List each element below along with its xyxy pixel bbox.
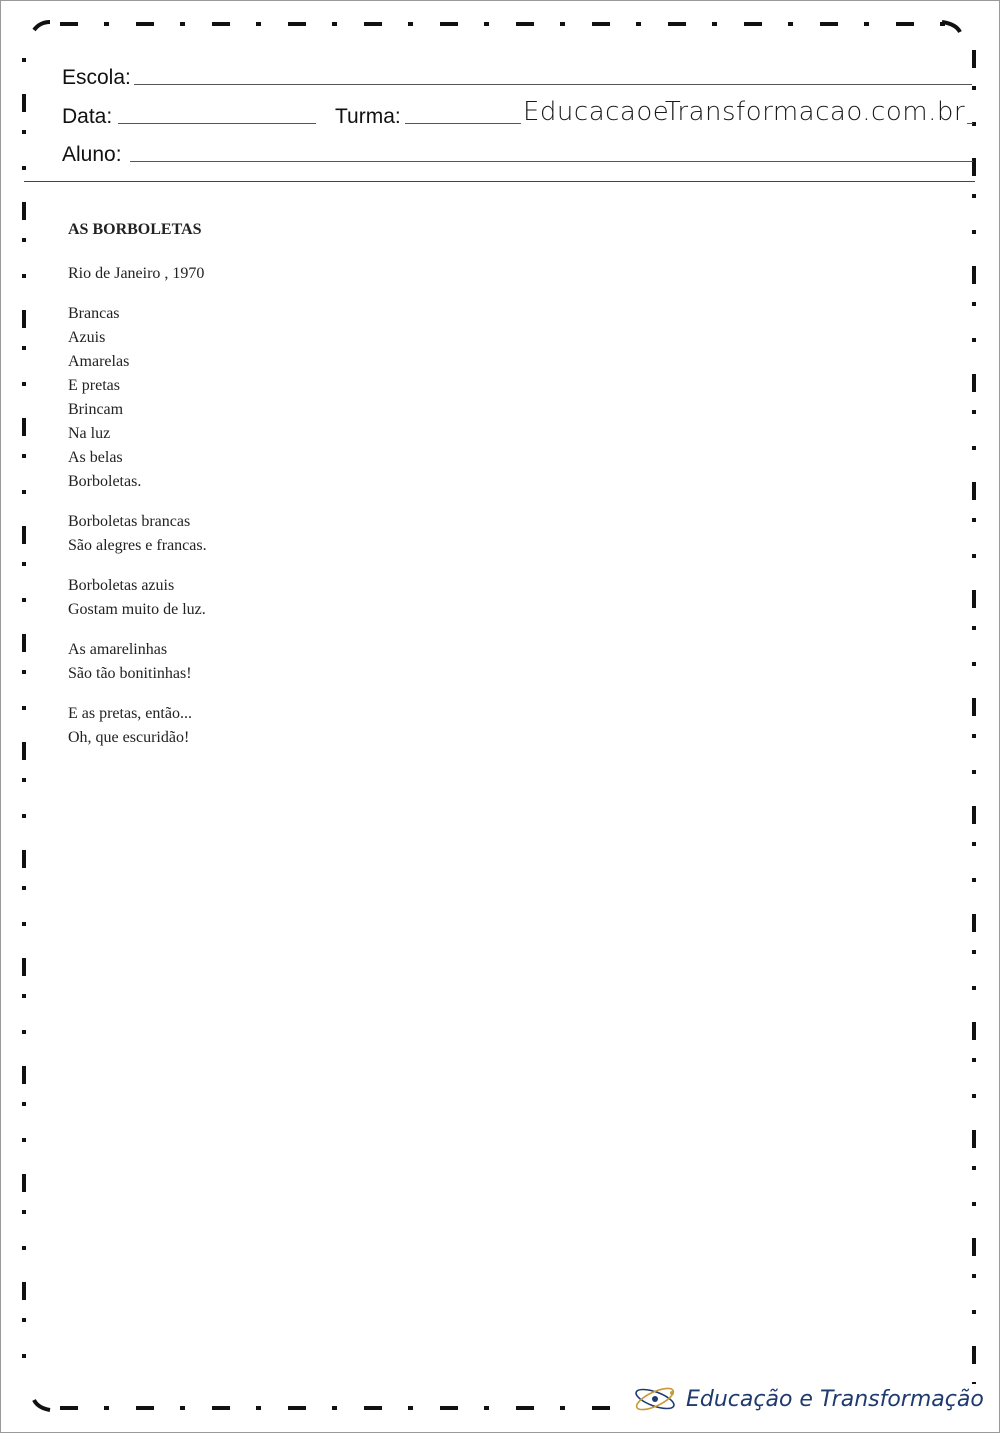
poem-line: Gostam muito de luz. [68,601,206,618]
poem [68,218,207,766]
poem-line: Brancas [68,305,120,322]
escola-line [134,84,972,85]
site-watermark: EducacaoeTransformacao.com.br [523,97,966,127]
poem-line: Amarelas [68,353,130,370]
poem-stanza [68,638,207,686]
poem-stanza [68,302,207,494]
poem-line: São alegres e francas. [68,537,207,554]
poem-stanza [68,574,207,622]
poem-line: Brincam [68,401,124,418]
poem-line: Oh, que escuridão! [68,729,190,746]
data-label: Data: [62,105,113,128]
aluno-line [130,161,973,162]
poem-line: Borboletas. [68,473,142,490]
footer-logo [628,1384,988,1414]
escola-label: Escola: [62,66,131,89]
poem-line: Na luz [68,425,111,442]
poem-stanza [68,702,207,750]
data-line [118,123,316,124]
turma-label: Turma: [335,105,401,128]
atom-orbit-icon [632,1384,678,1414]
poem-line: E as pretas, então... [68,705,192,722]
header-separator [24,181,975,182]
poem-line: As belas [68,449,123,466]
poem-stanza [68,510,207,558]
poem-line: Azuis [68,329,106,346]
poem-place-date: Rio de Janeiro , 1970 [68,265,205,282]
poem-line: Borboletas brancas [68,513,191,530]
poem-line: São tão bonitinhas! [68,665,192,682]
poem-line: Borboletas azuis [68,577,175,594]
poem-stanzas [68,302,207,750]
poem-title: AS BORBOLETAS [68,221,202,238]
aluno-label: Aluno: [62,143,122,166]
footer-logo-text: Educação e Transformação [686,1386,984,1412]
poem-line: As amarelinhas [68,641,168,658]
poem-line: E pretas [68,377,120,394]
